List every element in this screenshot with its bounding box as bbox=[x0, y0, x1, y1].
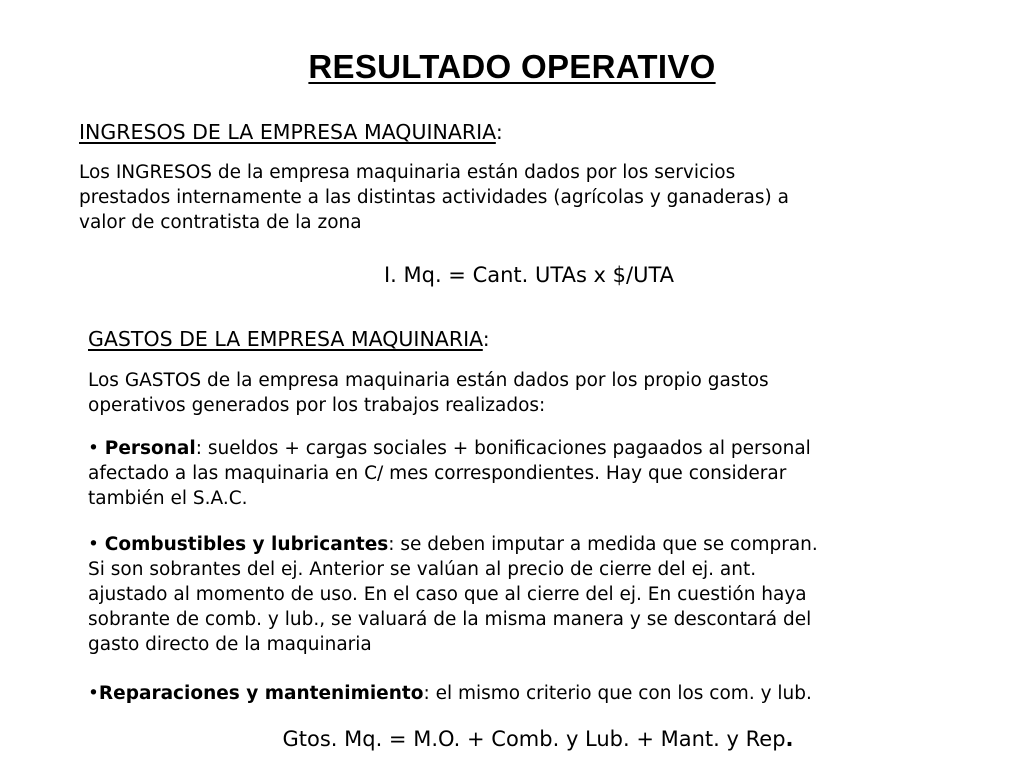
bullet-combustibles-text: : se deben imputar a medida que se compran. bbox=[388, 534, 818, 555]
bullet-personal-text: : sueldos + cargas sociales + bonificaciones pagaados al personal bbox=[195, 438, 811, 459]
bullet-combustibles-line: Si son sobrantes del ej. Anterior se valúan al precio de cierre del ej. ant. bbox=[88, 559, 757, 580]
bullet-personal bbox=[88, 436, 811, 511]
ingresos-formula: I. Mq. = Cant. UTAs x $/UTA bbox=[383, 263, 675, 287]
bullet-reparaciones-text: : el mismo criterio que con los com. y lub. bbox=[423, 683, 812, 704]
bullet-personal-label: Personal bbox=[104, 438, 196, 459]
gastos-line: Los GASTOS de la empresa maquinaria están dados por los propio gastos bbox=[88, 370, 769, 391]
bullet-combustibles-line: gasto directo de la maquinaria bbox=[88, 634, 372, 655]
gastos-heading-text: GASTOS DE LA EMPRESA MAQUINARIA bbox=[88, 327, 483, 351]
gastos-heading-colon: : bbox=[482, 327, 490, 351]
page-title: RESULTADO OPERATIVO bbox=[308, 48, 716, 85]
ingresos-heading bbox=[79, 120, 503, 144]
bullet-combustibles bbox=[88, 532, 818, 657]
bullet-combustibles-label: Combustibles y lubricantes bbox=[104, 534, 389, 555]
gastos-heading bbox=[88, 327, 490, 351]
gastos-formula bbox=[0, 727, 1024, 751]
bullet-reparaciones bbox=[88, 681, 812, 706]
ingresos-line: valor de contratista de la zona bbox=[79, 212, 362, 233]
bullet-reparaciones-first-line bbox=[88, 681, 812, 706]
bullet-personal-first-line bbox=[88, 436, 811, 461]
bullet-marker: • bbox=[88, 534, 105, 555]
gastos-paragraph bbox=[88, 368, 769, 418]
bullet-personal-line: afectado a las maquinaria en C/ mes correspondientes. Hay que considerar bbox=[88, 463, 787, 484]
bullet-marker: • bbox=[88, 683, 99, 704]
bullet-marker: • bbox=[88, 438, 105, 459]
bullet-combustibles-first-line bbox=[88, 532, 818, 557]
bullet-personal-line: también el S.A.C. bbox=[88, 488, 248, 509]
ingresos-line: Los INGRESOS de la empresa maquinaria están dados por los servicios bbox=[79, 162, 736, 183]
gastos-formula-end: . bbox=[785, 727, 794, 751]
ingresos-line: prestados internamente a las distintas actividades (agrícolas y ganaderas) a bbox=[79, 187, 789, 208]
gastos-formula-text: Gtos. Mq. = M.O. + Comb. y Lub. + Mant. y Rep bbox=[282, 727, 786, 751]
bullet-combustibles-line: sobrante de comb. y lub., se valuará de la misma manera y se descontará del bbox=[88, 609, 812, 630]
bullet-reparaciones-label: Reparaciones y mantenimiento bbox=[98, 683, 424, 704]
ingresos-heading-colon: : bbox=[495, 120, 503, 144]
ingresos-paragraph bbox=[79, 160, 789, 235]
ingresos-heading-text: INGRESOS DE LA EMPRESA MAQUINARIA bbox=[79, 120, 496, 144]
bullet-combustibles-line: ajustado al momento de uso. En el caso que al cierre del ej. En cuestión haya bbox=[88, 584, 807, 605]
gastos-line: operativos generados por los trabajos realizados: bbox=[88, 395, 546, 416]
